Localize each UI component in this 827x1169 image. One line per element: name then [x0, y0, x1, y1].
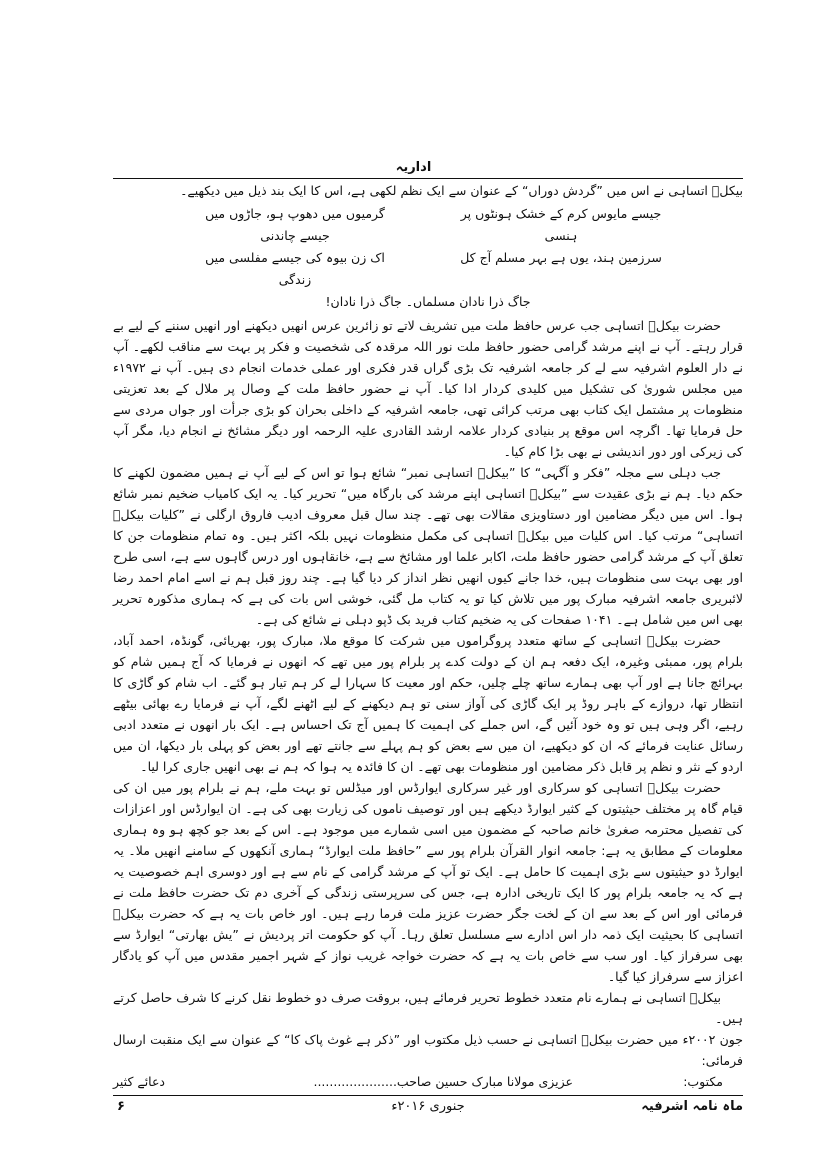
page-header-title: اداریہ [395, 160, 432, 175]
letter-label: مکتوب: [683, 1074, 723, 1089]
poem-stanza [113, 203, 743, 313]
magazine-name: ماہ نامہ اشرفیہ [641, 1099, 743, 1114]
letter-signoff: دعائے کثیر [113, 1074, 166, 1089]
poem-couplet [113, 247, 743, 291]
article-body [113, 180, 743, 1092]
poem-line: گرمیوں میں دھوپ ہو، جاڑوں میں جیسے چاندنی [205, 206, 385, 243]
page-number: ۶ [117, 1099, 125, 1114]
letter-address: عزیزی مولانا مبارک حسین صاحب..................... [313, 1074, 573, 1089]
poem-line: جیسے مایوس کرم کے خشک ہونٹوں پر ہنسی [460, 206, 662, 243]
body-paragraph: جب دہلی سے مجلہ ”فکر و آگہی“ کا ”بیکلؔ اتساہی نمبر“ شائع ہوا تو اس کے لیے آپ نے ہمیں مضمون لکھنے کا حکم دیا۔ ہم نے بڑی عقیدت سے ”بیکلؔ اتساہی اپنے مرشد کی بارگاہ میں“ تحریر کیا۔ یہ ایک کامیاب ضخیم نمبر شائع ہوا۔ اس میں دیگر مضامین اور دستاویزی مقالات بھی تھے۔ چند سال قبل معروف ادیب فاروق ارگلی نے ”کلیات بیکلؔ اتساہی“ مرتب کیا۔ اس کلیات میں بیکلؔ اتساہی کی مکمل منظومات نہیں بلکہ اکثر ہیں۔ وہ تمام منظومات جن کا تعلق آپ کے مرشد گرامی حضور حافظ ملت، اکابر علما اور مشائخ سے ہے، خانقاہوں اور درس گاہوں سے ہے، اسی طرح اور بھی بہت سی منظومات ہیں، خدا جانے کیوں انھیں نظر انداز کر دیا گیا ہے۔ چند روز قبل ہم نے اسے امام احمد رضا لائبریری جامعہ اشرفیہ مبارک پور میں تلاش کیا تو یہ کتاب مل گئی، خوشی اس بات کی ہے کہ ہماری مذکورہ تحریر بھی اس میں شامل ہے۔ ۱۰۴۱ صفحات کی یہ ضخیم کتاب فرید بک ڈپو دہلی نے شائع کی ہے۔ [113, 465, 743, 627]
header-rule [113, 178, 743, 179]
page-footer [113, 1099, 743, 1121]
letter-heading [113, 1071, 743, 1092]
body-paragraph: حضرت بیکلؔ اتساہی کو سرکاری اور غیر سرکاری ایوارڈس اور میڈلس تو بہت ملے، ہم نے بلرام پور میں ان کی قیام گاہ پر مختلف حیثیتوں کے کثیر ایوارڈ دیکھے ہیں اور توصیف ناموں کی زیارت بھی کی ہے۔ ان ایوارڈس اور اعزازات کی تفصیل محترمہ صغریٰ خانم صاحبہ کے مضمون میں اسی شمارے میں موجود ہے۔ اس کے بعد جو کچھ ہو وہ ہماری معلومات کے مطابق یہ ہے: جامعہ انوار القرآن بلرام پور سے ”حافظ ملت ایوارڈ“ ہماری آنکھوں کے سامنے انھیں ملا۔ یہ ایوارڈ دو حیثیتوں سے بڑی اہمیت کا حامل ہے۔ ایک تو آپ کے مرشد گرامی کے نام سے ہے اور دوسری اہم خصوصیت یہ ہے کہ یہ جامعہ بلرام پور کا ایک تاریخی ادارہ ہے، جس کی سرپرستی زندگی کے آخری دم تک حضرت حافظ ملت نے فرمائی اور اس کے بعد سے ان کے لخت جگر حضرت عزیز ملت فرما رہے ہیں۔ اور خاص بات یہ ہے کہ حضرت بیکلؔ اتساہی کا بحیثیت ایک ذمہ دار اس ادارے سے مسلسل تعلق رہا۔ آپ کو حکومت اتر پردیش نے ”یش بھارتی“ ایوارڈ سے بھی سرفراز کیا۔ اور سب سے خاص بات یہ ہے کہ حضرت خواجہ غریب نواز کے شہر اجمیر مقدس میں آپ کو یادگار اعزاز سے سرفراز کیا گیا۔ [113, 780, 743, 984]
poem-couplet [113, 203, 743, 247]
body-paragraph: حضرت بیکلؔ اتساہی جب عرس حافظ ملت میں تشریف لاتے تو زائرین عرس انھیں دیکھنے اور انھیں سننے کے لیے بے قرار رہتے۔ آپ نے اپنے مرشد گرامی حضور حافظ ملت نور اللہ مرقدہ کی شخصیت و فکر پر بہت سے مناقب لکھے۔ آپ نے دار العلوم اشرفیہ سے لے کر جامعہ اشرفیہ تک بڑی گراں قدر فکری اور عملی خدمات انجام دی ہیں۔ آپ نے ۱۹۷۲ء میں مجلس شوریٰ کی تشکیل میں کلیدی کردار ادا کیا۔ آپ نے حضور حافظ ملت کے وصال پر ملال کے بعد تعزیتی منظومات پر مشتمل ایک کتاب بھی مرتب کرائی تھی، جامعہ اشرفیہ کے داخلی بحران کو بڑی جرأت اور جواں مردی سے حل فرمایا تھا۔ اگرچہ اس موقع پر بنیادی کردار علامہ ارشد القادری علیہ الرحمہ اور دیگر مشائخ نے انجام دیا، مگر آپ کی زیرکی اور دور اندیشی نے بھی بڑا کام کیا۔ [113, 318, 743, 459]
poem-line: سرزمین ہند، یوں ہے بہر مسلم آج کل [460, 250, 662, 265]
body-paragraph: حضرت بیکلؔ اتساہی کے ساتھ متعدد پروگراموں میں شرکت کا موقع ملا، مبارک پور، بھریائی، گونڈہ، احمد آباد، بلرام پور، ممبئی وغیرہ، ایک دفعہ ہم ان کے دولت کدے پر بلرام پور میں تھے کہ انھوں نے فرمایا کہ آج ہمیں شام کو بہرائچ جانا ہے اور آپ بھی ہمارے ساتھ چلے چلیں، حکم اور معیت کا سہارا لے کر ہم تیار ہو گئے۔ اب شام کو گاڑی کا انتظار تھا، دروازے کے باہر روڈ پر ایک گاڑی کی آواز سنی تو ہم دیکھنے کے لیے اٹھنے لگے، آپ نے فرمایا رے بھائی بیٹھے رہیے، اگر وہی ہیں تو وہ خود آئیں گے، اس جملے کی اہمیت کا ہمیں آج تک احساس ہے۔ ایک بار انھوں نے متعدد ادبی رسائل عنایت فرمائے کہ ان کو دیکھیے، ان میں سے بعض کو ہم پہلے سے جانتے تھے اور بعض کو پہلی بار دیکھا، ان میں اردو کے نثر و نظم پر قابل ذکر مضامین اور منظومات بھی تھے۔ ان کا فائدہ یہ ہوا کہ ہم نے بھی انھیں جاری کرا لیا۔ [113, 633, 743, 774]
intro-paragraph: بیکلؔ اتساہی نے اس میں ”گردش دوراں“ کے عنوان سے ایک نظم لکھی ہے، اس کا ایک بند ذیل میں دیکھیے۔ [180, 183, 743, 198]
body-paragraph: جون ۲۰۰۲ء میں حضرت بیکلؔ اتساہی نے حسب ذیل مکتوب اور ”ذکر ہے غوث پاک کا“ کے عنوان سے ایک منقبت ارسال فرمائی: [113, 1032, 743, 1068]
footer-rule [113, 1095, 743, 1096]
poem-refrain: جاگ ذرا نادان مسلماں۔ جاگ ذرا نادان! [325, 294, 531, 309]
poem-line: اک زن بیوہ کی جیسے مفلسی میں زندگی [205, 250, 385, 287]
body-paragraph: بیکلؔ اتساہی نے ہمارے نام متعدد خطوط تحریر فرمائے ہیں، بروقت صرف دو خطوط نقل کرنے کا شرف حاصل کرتے ہیں۔ [113, 990, 743, 1026]
issue-date: جنوری ۲۰۱۶ء [391, 1099, 465, 1114]
